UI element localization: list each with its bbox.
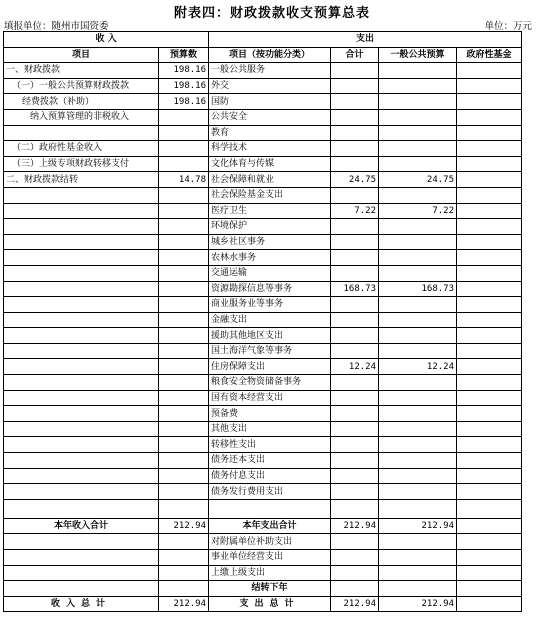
empty-cell [379, 499, 457, 518]
header-row-1 [4, 32, 522, 48]
expense-general-cell: 12.24 [379, 359, 457, 375]
expense-item-cell: 援助其他地区支出 [209, 328, 331, 344]
grand-expense-total: 212.94 [331, 596, 379, 612]
income-value-cell [159, 141, 209, 157]
expense-general-cell [379, 78, 457, 94]
expense-item-cell: 转移性支出 [209, 437, 331, 453]
income-value-cell [159, 343, 209, 359]
expense-total-cell [331, 453, 379, 469]
expense-general-cell [379, 219, 457, 235]
empty-cell [457, 534, 522, 550]
table-row [4, 375, 522, 391]
table-row [4, 406, 522, 422]
expense-general-cell [379, 343, 457, 359]
extra-expense-cell: 对附属单位补助支出 [209, 534, 331, 550]
income-value-cell [159, 312, 209, 328]
expense-general-cell [379, 63, 457, 79]
income-value-cell [159, 109, 209, 125]
income-item-cell: （二）政府性基金收入 [4, 141, 159, 157]
expense-fund-cell [457, 78, 522, 94]
expense-item-cell: 债务付息支出 [209, 468, 331, 484]
income-value-cell [159, 468, 209, 484]
income-item-cell [4, 187, 159, 203]
expense-total-cell [331, 421, 379, 437]
expense-total-cell [331, 234, 379, 250]
expense-item-cell: 金融支出 [209, 312, 331, 328]
expense-item-cell: 国有资本经营支出 [209, 390, 331, 406]
expense-item-cell: 住房保障支出 [209, 359, 331, 375]
table-row [4, 125, 522, 141]
income-item-cell: （三）上级专项财政转移支付 [4, 156, 159, 172]
income-value-cell [159, 219, 209, 235]
grand-expense-fund [457, 596, 522, 612]
expense-fund-cell [457, 390, 522, 406]
income-value-cell [159, 234, 209, 250]
grand-income-value: 212.94 [159, 596, 209, 612]
expense-fund-cell [457, 453, 522, 469]
empty-cell [159, 499, 209, 518]
table-row [4, 343, 522, 359]
income-item-cell [4, 250, 159, 266]
table-row [4, 312, 522, 328]
income-item-cell: （一）一般公共预算财政拨款 [4, 78, 159, 94]
year-expense-general: 212.94 [379, 518, 457, 534]
empty-cell [159, 534, 209, 550]
expense-total-cell [331, 437, 379, 453]
expense-fund-cell [457, 187, 522, 203]
table-row [4, 265, 522, 281]
income-item-cell [4, 203, 159, 219]
income-value-cell [159, 250, 209, 266]
income-value-cell [159, 297, 209, 313]
income-value-cell: 14.78 [159, 172, 209, 188]
expense-fund-cell [457, 421, 522, 437]
expense-total-cell [331, 343, 379, 359]
empty-cell [457, 499, 522, 518]
income-item-cell [4, 219, 159, 235]
expense-item-cell: 交通运输 [209, 265, 331, 281]
carryover-label: 结转下年 [209, 581, 331, 597]
income-item-cell: 一、财政拨款 [4, 63, 159, 79]
empty-cell [331, 581, 379, 597]
year-expense-label: 本年支出合计 [209, 518, 331, 534]
expense-fund-cell [457, 63, 522, 79]
table-row [4, 109, 522, 125]
income-item-cell [4, 437, 159, 453]
expense-total-cell [331, 141, 379, 157]
table-row [4, 250, 522, 266]
expense-header: 支出 [209, 32, 522, 48]
expense-general-cell: 168.73 [379, 281, 457, 297]
empty-cell [379, 550, 457, 566]
income-value-cell [159, 437, 209, 453]
expense-fund-cell [457, 343, 522, 359]
expense-general-cell [379, 94, 457, 110]
expense-general-cell [379, 453, 457, 469]
income-value-cell [159, 453, 209, 469]
income-item-cell [4, 390, 159, 406]
expense-general-cell: 7.22 [379, 203, 457, 219]
expense-item-cell: 教育 [209, 125, 331, 141]
expense-total-cell [331, 468, 379, 484]
expense-item-cell: 债务还本支出 [209, 453, 331, 469]
expense-total-cell: 168.73 [331, 281, 379, 297]
income-item-cell [4, 234, 159, 250]
expense-item-cell: 农林水事务 [209, 250, 331, 266]
empty-cell [379, 534, 457, 550]
carryover-row [4, 581, 522, 597]
table-row [4, 453, 522, 469]
empty-cell [379, 581, 457, 597]
empty-cell [331, 565, 379, 581]
general-header: 一般公共预算 [379, 47, 457, 63]
expense-item-cell: 城乡社区事务 [209, 234, 331, 250]
expense-fund-cell [457, 203, 522, 219]
year-expense-total: 212.94 [331, 518, 379, 534]
expense-item-cell: 商业服务业等事务 [209, 297, 331, 313]
table-row [4, 437, 522, 453]
table-row [4, 484, 522, 500]
table-row [4, 468, 522, 484]
expense-total-cell [331, 265, 379, 281]
expense-item-cell: 一般公共服务 [209, 63, 331, 79]
income-item-cell [4, 265, 159, 281]
year-income-value: 212.94 [159, 518, 209, 534]
empty-cell [331, 534, 379, 550]
expense-general-cell [379, 468, 457, 484]
year-income-label: 本年收入合计 [4, 518, 159, 534]
expense-fund-cell [457, 484, 522, 500]
expense-item-cell: 粮食安全物资储备事务 [209, 375, 331, 391]
expense-total-cell: 7.22 [331, 203, 379, 219]
income-value-cell [159, 156, 209, 172]
expense-general-cell [379, 421, 457, 437]
income-item-cell [4, 359, 159, 375]
expense-item-header: 项目（按功能分类） [209, 47, 331, 63]
income-value-cell: 198.16 [159, 63, 209, 79]
expense-total-cell: 12.24 [331, 359, 379, 375]
income-value-cell [159, 281, 209, 297]
empty-cell [457, 581, 522, 597]
expense-fund-cell [457, 234, 522, 250]
income-item-cell [4, 406, 159, 422]
table-row [4, 565, 522, 581]
expense-fund-cell [457, 281, 522, 297]
income-item-cell [4, 297, 159, 313]
table-row [4, 390, 522, 406]
empty-cell [4, 550, 159, 566]
income-value-cell [159, 125, 209, 141]
expense-item-cell: 国土海洋气象等事务 [209, 343, 331, 359]
income-value-cell [159, 484, 209, 500]
empty-cell [4, 499, 159, 518]
income-item-cell [4, 343, 159, 359]
expense-fund-cell [457, 156, 522, 172]
expense-item-cell: 外交 [209, 78, 331, 94]
income-item-cell: 二、财政拨款结转 [4, 172, 159, 188]
table-row [4, 234, 522, 250]
expense-fund-cell [457, 109, 522, 125]
budget-table [3, 31, 522, 612]
expense-general-cell [379, 297, 457, 313]
expense-total-cell [331, 156, 379, 172]
expense-general-cell: 24.75 [379, 172, 457, 188]
expense-item-cell: 其他支出 [209, 421, 331, 437]
table-row [4, 63, 522, 79]
expense-item-cell: 债务发行费用支出 [209, 484, 331, 500]
table-row [4, 203, 522, 219]
expense-total-cell [331, 312, 379, 328]
expense-total-cell [331, 250, 379, 266]
expense-fund-cell [457, 172, 522, 188]
expense-fund-cell [457, 297, 522, 313]
empty-cell [209, 499, 331, 518]
expense-general-cell [379, 234, 457, 250]
expense-total-cell [331, 63, 379, 79]
expense-total-cell [331, 109, 379, 125]
income-item-header: 项目 [4, 47, 159, 63]
header-row-2 [4, 47, 522, 63]
expense-item-cell: 社会保险基金支出 [209, 187, 331, 203]
expense-fund-cell [457, 468, 522, 484]
table-row [4, 297, 522, 313]
empty-cell [4, 581, 159, 597]
income-value-cell [159, 328, 209, 344]
expense-general-cell [379, 437, 457, 453]
expense-item-cell: 公共安全 [209, 109, 331, 125]
expense-total-cell [331, 406, 379, 422]
expense-total-cell [331, 94, 379, 110]
expense-fund-cell [457, 94, 522, 110]
table-row [4, 359, 522, 375]
expense-general-cell [379, 125, 457, 141]
expense-general-cell [379, 156, 457, 172]
expense-general-cell [379, 390, 457, 406]
table-row [4, 141, 522, 157]
empty-cell [457, 565, 522, 581]
income-value-cell [159, 265, 209, 281]
income-value-cell [159, 406, 209, 422]
expense-item-cell: 国防 [209, 94, 331, 110]
expense-item-cell: 医疗卫生 [209, 203, 331, 219]
table-row [4, 328, 522, 344]
expense-total-cell [331, 484, 379, 500]
table-row [4, 421, 522, 437]
table-row [4, 94, 522, 110]
expense-general-cell [379, 109, 457, 125]
grand-income-label: 收入总计 [4, 596, 159, 612]
income-item-cell [4, 281, 159, 297]
empty-cell [159, 550, 209, 566]
year-expense-fund [457, 518, 522, 534]
expense-general-cell [379, 484, 457, 500]
income-item-cell [4, 375, 159, 391]
income-item-cell [4, 125, 159, 141]
table-row [4, 187, 522, 203]
income-item-cell [4, 312, 159, 328]
expense-item-cell: 环境保护 [209, 219, 331, 235]
income-value-cell: 198.16 [159, 78, 209, 94]
expense-fund-cell [457, 219, 522, 235]
expense-fund-cell [457, 250, 522, 266]
table-row [4, 550, 522, 566]
income-item-cell: 经费拨款（补助） [4, 94, 159, 110]
income-header: 收 入 [4, 32, 209, 48]
expense-fund-cell [457, 328, 522, 344]
expense-item-cell: 社会保障和就业 [209, 172, 331, 188]
total-header: 合计 [331, 47, 379, 63]
reporting-unit: 填报单位：随州市国资委 [4, 21, 109, 32]
expense-general-cell [379, 406, 457, 422]
table-row [4, 219, 522, 235]
expense-item-cell: 文化体育与传媒 [209, 156, 331, 172]
expense-fund-cell [457, 437, 522, 453]
grand-expense-general: 212.94 [379, 596, 457, 612]
empty-cell [159, 581, 209, 597]
expense-total-cell: 24.75 [331, 172, 379, 188]
income-item-cell [4, 484, 159, 500]
table-row [4, 172, 522, 188]
income-item-cell [4, 421, 159, 437]
table-row [4, 534, 522, 550]
table-row [4, 78, 522, 94]
expense-fund-cell [457, 359, 522, 375]
empty-cell [4, 565, 159, 581]
income-value-cell [159, 187, 209, 203]
income-value-cell [159, 375, 209, 391]
income-item-cell: 纳入预算管理的非税收入 [4, 109, 159, 125]
expense-general-cell [379, 375, 457, 391]
table-row [4, 156, 522, 172]
expense-fund-cell [457, 312, 522, 328]
report-title: 附表四：财政拨款收支预算总表 [173, 6, 370, 21]
grand-expense-label: 支出总计 [209, 596, 331, 612]
expense-total-cell [331, 390, 379, 406]
expense-fund-cell [457, 141, 522, 157]
expense-total-cell [331, 328, 379, 344]
expense-general-cell [379, 328, 457, 344]
income-item-cell [4, 328, 159, 344]
income-item-cell [4, 453, 159, 469]
income-value-cell [159, 359, 209, 375]
expense-item-cell: 科学技术 [209, 141, 331, 157]
expense-item-cell: 资源勘探信息等事务 [209, 281, 331, 297]
grand-total-row [4, 596, 522, 612]
fund-header: 政府性基金 [457, 47, 522, 63]
expense-total-cell [331, 375, 379, 391]
empty-cell [457, 550, 522, 566]
empty-cell [379, 565, 457, 581]
expense-item-cell: 预备费 [209, 406, 331, 422]
extra-expense-cell: 事业单位经营支出 [209, 550, 331, 566]
currency-unit: 单位：万元 [484, 21, 532, 32]
expense-total-cell [331, 78, 379, 94]
income-item-cell [4, 468, 159, 484]
empty-cell [331, 550, 379, 566]
empty-cell [4, 534, 159, 550]
expense-total-cell [331, 297, 379, 313]
year-total-row [4, 518, 522, 534]
expense-fund-cell [457, 375, 522, 391]
expense-total-cell [331, 219, 379, 235]
table-row [4, 281, 522, 297]
expense-fund-cell [457, 125, 522, 141]
expense-general-cell [379, 141, 457, 157]
expense-total-cell [331, 125, 379, 141]
expense-general-cell [379, 265, 457, 281]
empty-cell [159, 565, 209, 581]
income-value-cell: 198.16 [159, 94, 209, 110]
budget-header: 预算数 [159, 47, 209, 63]
expense-general-cell [379, 312, 457, 328]
expense-general-cell [379, 187, 457, 203]
income-value-cell [159, 421, 209, 437]
income-value-cell [159, 390, 209, 406]
empty-cell [331, 499, 379, 518]
income-value-cell [159, 203, 209, 219]
expense-general-cell [379, 250, 457, 266]
extra-expense-cell: 上缴上级支出 [209, 565, 331, 581]
expense-fund-cell [457, 265, 522, 281]
spacer-row [4, 499, 522, 518]
expense-fund-cell [457, 406, 522, 422]
expense-total-cell [331, 187, 379, 203]
